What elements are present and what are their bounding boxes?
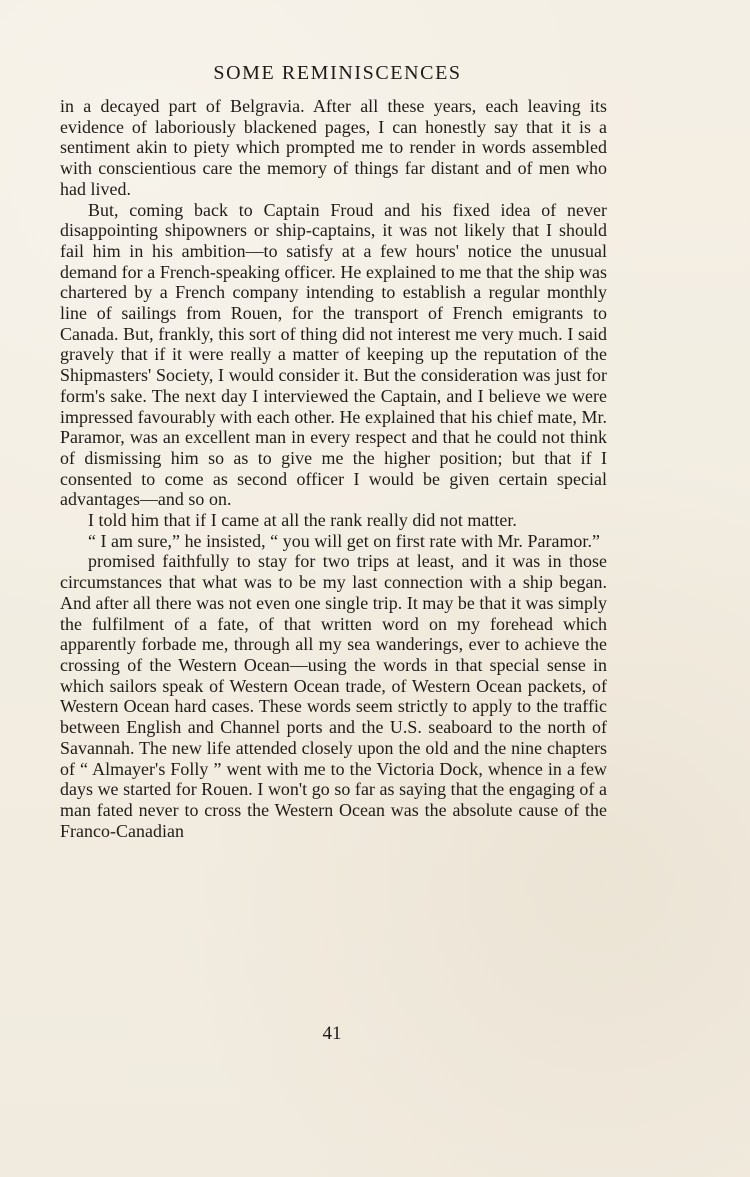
body-text bbox=[60, 96, 607, 841]
running-head: SOME REMINISCENCES bbox=[213, 62, 462, 84]
paragraph-5: promised faithfully to stay for two trips at least, and it was in those circumstances that what was to be my last connection with a ship began. And after all there was not even one single trip. It may be that it was simply the fulfilment of a fate, of that written word on my forehead which apparently forbade me, through all my sea wanderings, ever to achieve the crossing of the Western Ocean—using the words in that special sense in which sailors speak of Western Ocean trade, of Western Ocean packets, of Western Ocean hard cases. These words seem strictly to apply to the traffic between English and Channel ports and the U.S. seaboard to the north of Savannah. The new life attended closely upon the old and the nine chapters of “ Almayer's Folly ” went with me to the Victoria Dock, whence in a few days we started for Rouen. I won't go so far as saying that the engaging of a man fated never to cross the Western Ocean was the absolute cause of the Franco-Canadian bbox=[60, 551, 607, 841]
paragraph-4: “ I am sure,” he insisted, “ you will get on first rate with Mr. Paramor.” bbox=[88, 530, 600, 551]
page-number: 41 bbox=[322, 1023, 342, 1044]
paragraph-1: in a decayed part of Belgravia. After all these years, each leaving its evidence of laboriously blackened pages, I can honestly say that it is a sentiment akin to piety which prompted me to render in words assembled with conscientious care the memory of things far distant and of men who had lived. bbox=[60, 96, 607, 199]
paragraph-2: But, coming back to Captain Froud and his fixed idea of never disappointing shipowners or ship-captains, it was not likely that I should fail him in his ambition—to satisfy at a few hours' notice the unusual demand for a French-speaking officer. He explained to me that the ship was chartered by a French company intending to establish a regular monthly line of sailings from Rouen, for the transport of French emigrants to Canada. But, frankly, this sort of thing did not interest me very much. I said gravely that if it were really a matter of keeping up the reputation of the Shipmasters' Society, I would consider it. But the consideration was just for form's sake. The next day I interviewed the Captain, and I believe we were impressed favourably with each other. He explained that his chief mate, Mr. Paramor, was an excellent man in every respect and that he could not think of dismissing him so as to give me the higher position; but that if I consented to come as second officer I would be given certain special advantages—and so on. bbox=[60, 199, 607, 510]
paragraph-3: I told him that if I came at all the rank really did not matter. bbox=[88, 510, 517, 531]
